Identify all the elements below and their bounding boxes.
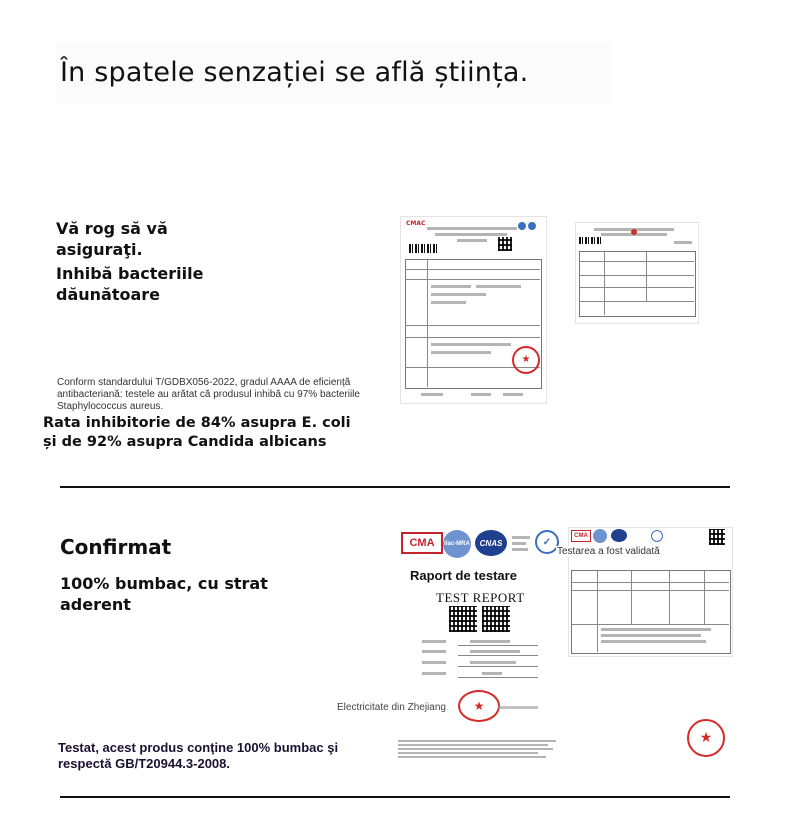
report-label: Raport de testare bbox=[410, 568, 517, 583]
cmac-logo: CMAC bbox=[406, 220, 426, 227]
section-divider-top bbox=[60, 486, 730, 488]
section1-standard-text: Conform standardului T/GDBX056-2022, gradul AAAA de eficiență antibacteriană: testele au arătat că produsul inhibă cu 97% bacteriile Staphylococcus aureus. bbox=[57, 377, 360, 412]
report-qr-code-icon bbox=[449, 606, 477, 632]
section-divider-bottom bbox=[60, 796, 730, 798]
tested-line1: Testat, acest produs conţine 100% bumbac şi bbox=[58, 740, 339, 755]
section1-heading-line2: asiguraţi. bbox=[56, 240, 143, 259]
ilac-mra-logo: ilac-MRA bbox=[443, 530, 471, 558]
tested-line2: respectă GB/T20944.3-2008. bbox=[58, 756, 230, 771]
section1-rate-line2: și de 92% asupra Candida albicans bbox=[43, 434, 327, 450]
checkmark-badge-icon: ✓ bbox=[535, 530, 559, 554]
antibacterial-report-page-image bbox=[575, 222, 699, 324]
page-headline: În spatele senzației se află știința. bbox=[56, 42, 611, 104]
company-seal-icon: ★ bbox=[458, 690, 500, 722]
cnas-logo: CNAS bbox=[475, 530, 507, 556]
report-qr-code-2-icon bbox=[482, 606, 510, 632]
company-label: Electricitate din Zhejiang bbox=[337, 702, 446, 713]
validated-label: Testarea a fost validată bbox=[557, 546, 660, 557]
section2-subheading-line2: aderent bbox=[60, 595, 131, 614]
section1-heading bbox=[56, 218, 266, 260]
section2-subheading-line1: 100% bumbac, cu strat bbox=[60, 574, 268, 593]
cma-small-logo: CMA bbox=[571, 530, 591, 542]
cma-logo: CMA bbox=[401, 532, 443, 554]
section1-subheading-line2: dăunătoare bbox=[56, 285, 161, 304]
official-seal-icon: ★ bbox=[687, 719, 725, 757]
accreditation-text-icon bbox=[512, 534, 532, 552]
section2-heading: Confirmat bbox=[60, 535, 172, 559]
test-report-title: TEST REPORT bbox=[436, 590, 525, 605]
section1-rate-text bbox=[43, 414, 373, 452]
section2-subheading bbox=[60, 573, 300, 615]
section1-subheading bbox=[56, 263, 266, 305]
red-seal-icon: ★ bbox=[512, 346, 540, 374]
antibacterial-certificate-image bbox=[400, 216, 547, 404]
fine-print-block bbox=[398, 740, 558, 758]
section1-heading-line1: Vă rog să vă bbox=[56, 219, 168, 238]
report-fields bbox=[410, 636, 545, 680]
section1-subheading-line1: Inhibă bacteriile bbox=[56, 264, 204, 283]
tested-statement bbox=[58, 740, 398, 772]
section1-rate-line1: Rata inhibitorie de 84% asupra E. coli bbox=[43, 415, 351, 431]
